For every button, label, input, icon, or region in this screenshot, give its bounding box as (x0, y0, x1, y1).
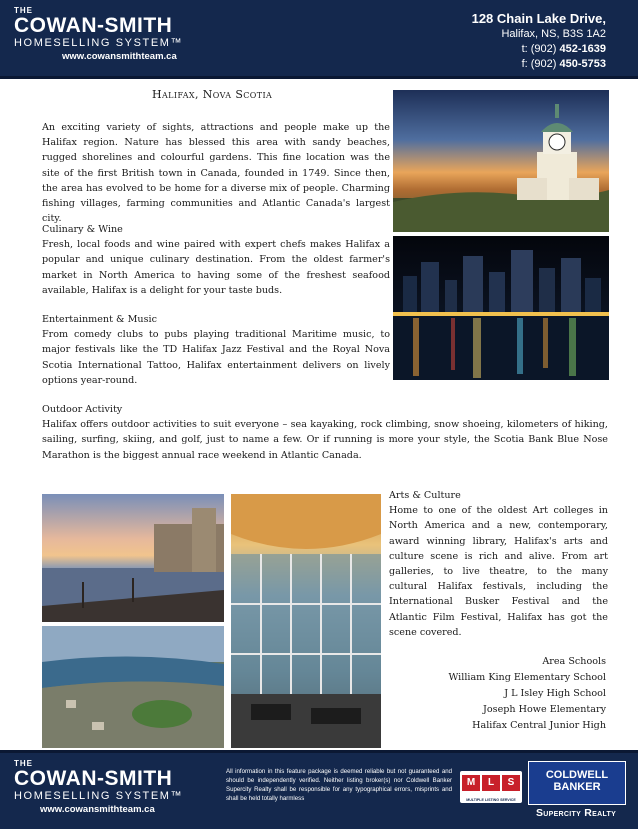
brand-website[interactable]: www.cowansmithteam.ca (62, 51, 177, 62)
address-city: Halifax, NS, B3S 1A2 (501, 28, 606, 40)
mls-logo (460, 771, 522, 803)
address-street: 128 Chain Lake Drive, (471, 11, 606, 26)
fax-prefix: f: (902) (521, 58, 557, 70)
phone-number: 452-1639 (559, 43, 606, 55)
interior-illustration (231, 494, 381, 748)
culinary-text: Fresh, local foods and wine paired with expert chefs makes Halifax a popular and unique culinary destination. From the oldest farmer's market in North America to having some of the freshest seafood available, Halifax is a delight for your taste buds. (42, 239, 390, 296)
arts-text: Home to one of the oldest Art colleges in North America and a new, contemporary, award winning library, Halifax's arts and culture scene is rich and alive. From art galleries, to live theatre, to the many cultural Halifax festivals, including the International Busker Festival and the Atlantic Film Festival, Halifax has got the scene covered. (389, 505, 608, 638)
brand-the: THE (14, 6, 33, 15)
harbour-illustration (42, 494, 224, 622)
arts-heading: Arts & Culture (389, 490, 461, 501)
arts-section (389, 488, 608, 640)
coldwell-banker-logo (528, 761, 626, 805)
coldwell-line2: BANKER (553, 781, 601, 793)
outdoor-section (42, 402, 608, 463)
clock-tower-illustration (393, 90, 609, 232)
intro-paragraph: An exciting variety of sights, attractions and people make up the Halifax region. Nature has blessed this area with sandy beaches, rugged shorelines and colourful gardens. This fine location was the site of the first British town in Canada, founded in 1749. Since then, the area has evolved to be home for a diverse mix of people. Charming fishing villages, farming communities and Atlantic Canada's largest city. (42, 122, 390, 225)
mls-letter: S (502, 775, 520, 791)
disclaimer-text: All information in this feature package is deemed reliable but not guaranteed and should be independently verified. Neither listing broker(s) nor Coldwell Banker Supercity Realty shall be responsible for any typographical errors, misprints and shall be held totally harmless (226, 768, 452, 802)
footer-brand-system: HOMESELLING SYSTEM™ (14, 790, 184, 802)
page-footer (0, 750, 638, 829)
school-item: William King Elementary School (448, 672, 606, 683)
night-skyline-photo (393, 236, 609, 380)
phone-prefix: t: (902) (521, 43, 557, 55)
culinary-heading: Culinary & Wine (42, 224, 123, 235)
entertainment-section (42, 312, 390, 388)
entertainment-heading: Entertainment & Music (42, 314, 157, 325)
outdoor-heading: Outdoor Activity (42, 404, 123, 415)
mls-tagline: MULTIPLE LISTING SERVICE (466, 798, 516, 802)
coldwell-line1: COLDWELL (545, 769, 609, 781)
brand-system: HOMESELLING SYSTEM™ (14, 37, 184, 49)
outdoor-text: Halifax offers outdoor activities to suit everyone – sea kayaking, rock climbing, snow shoeing, kilometers of hiking, sailing, surfing, skiing, and golf, just to name a few. Or if running is more your style, the Scotia Bank Blue Nose Marathon is the biggest annual race weekend in Atlantic Canada. (42, 419, 608, 461)
footer-brand-the: THE (14, 759, 33, 768)
office-address (472, 10, 606, 72)
supercity-realty-label: Supercity Realty (535, 807, 617, 819)
brand-logo (14, 6, 183, 64)
school-item: J L Isley High School (504, 688, 606, 699)
school-item: Halifax Central Junior High (472, 720, 606, 731)
culinary-section (42, 222, 390, 298)
mls-letter: L (482, 775, 500, 791)
harbour-boardwalk-photo (42, 494, 224, 622)
footer-brand-logo (14, 759, 183, 817)
aerial-illustration (42, 626, 224, 748)
footer-brand-name: COWAN-SMITH (14, 767, 173, 790)
address-phone (472, 42, 606, 57)
page-header (0, 0, 638, 79)
entertainment-text: From comedy clubs to pubs playing traditional Maritime music, to major festivals like the TD Halifax Jazz Festival and the Royal Nova Scotia International Tattoo, Halifax entertainment delivers on lively options year-round. (42, 329, 390, 386)
footer-brand-website[interactable]: www.cowansmithteam.ca (40, 804, 155, 815)
fax-number: 450-5753 (559, 58, 606, 70)
area-schools (448, 654, 606, 734)
brand-name: COWAN-SMITH (14, 14, 173, 37)
mls-letter: M (462, 775, 480, 791)
aerial-city-photo (42, 626, 224, 748)
schools-heading: Area Schools (542, 656, 606, 667)
school-item: Joseph Howe Elementary (483, 704, 606, 715)
library-interior-photo (231, 494, 381, 748)
night-skyline-illustration (393, 236, 609, 380)
clock-tower-photo (393, 90, 609, 232)
address-fax (472, 57, 606, 72)
page-title: Halifax, Nova Scotia (152, 88, 273, 101)
